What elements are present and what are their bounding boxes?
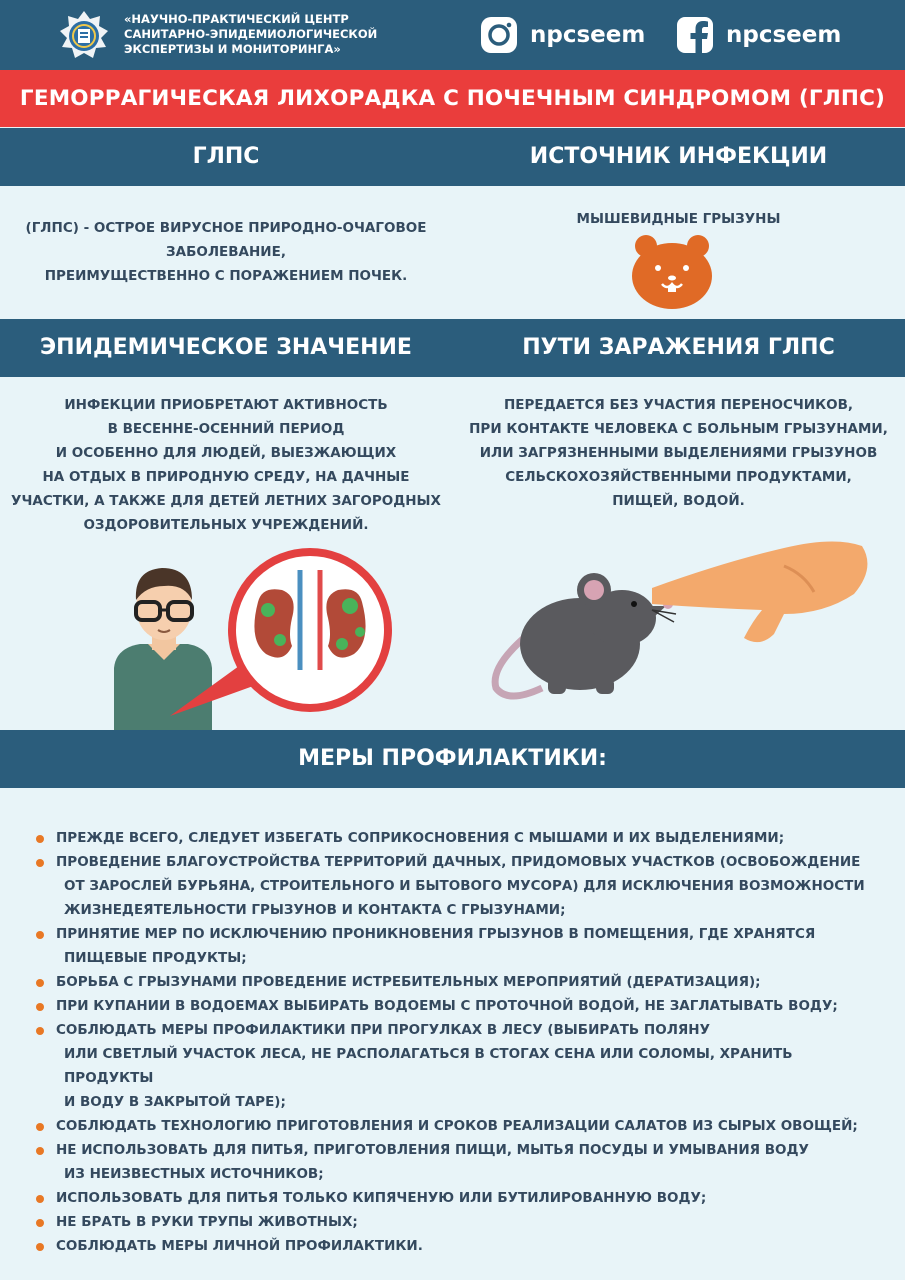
list-line: ПРИ КУПАНИИ В ВОДОЕМАХ ВЫБИРАТЬ ВОДОЕМЫ С ПРОТОЧНОЙ ВОДОЙ, НЕ ЗАГЛАТЫВАТЬ ВОДУ; (56, 998, 838, 1014)
list-item (34, 1234, 884, 1258)
list-line: ПРОВЕДЕНИЕ БЛАГОУСТРОЙСТВА ТЕРРИТОРИЙ ДАЧНЫХ, ПРИДОМОВЫХ УЧАСТКОВ (ОСВОБОЖДЕНИЕ (56, 854, 861, 870)
prevention-list (34, 826, 884, 1258)
org-line: «НАУЧНО-ПРАКТИЧЕСКИЙ ЦЕНТР (124, 12, 349, 26)
list-item (34, 994, 884, 1018)
list-item (34, 922, 884, 970)
epidemic-text (8, 393, 444, 537)
text-line: И ОСОБЕННО ДЛЯ ЛЮДЕЙ, ВЫЕЗЖАЮЩИХ (55, 445, 397, 461)
list-item (34, 1114, 884, 1138)
list-item (34, 850, 884, 922)
instagram-handle: npcseem (530, 22, 646, 48)
text-line: ПЕРЕДАЕТСЯ БЕЗ УЧАСТИЯ ПЕРЕНОСЧИКОВ, (503, 397, 854, 413)
org-line: ЭКСПЕРТИЗЫ И МОНИТОРИНГА» (124, 42, 341, 56)
hamster-icon (630, 232, 714, 310)
list-line: И ВОДУ В ЗАКРЫТОЙ ТАРЕ); (64, 1094, 286, 1110)
list-item (34, 1186, 884, 1210)
list-line: ПРИНЯТИЕ МЕР ПО ИСКЛЮЧЕНИЮ ПРОНИКНОВЕНИЯ ГРЫЗУНОВ В ПОМЕЩЕНИЯ, ГДЕ ХРАНЯТСЯ (56, 926, 816, 942)
text-line: УЧАСТКИ, А ТАКЖЕ ДЛЯ ДЕТЕЙ ЛЕТНИХ ЗАГОРОДНЫХ (11, 493, 441, 509)
list-line: ИСПОЛЬЗОВАТЬ ДЛЯ ПИТЬЯ ТОЛЬКО КИПЯЧЕНУЮ ИЛИ БУТИЛИРОВАННУЮ ВОДУ; (56, 1190, 707, 1206)
routes-text (452, 393, 905, 513)
list-item (34, 826, 884, 850)
facebook-link[interactable] (676, 16, 841, 54)
heading-routes: ПУТИ ЗАРАЖЕНИЯ ГЛПС (522, 335, 835, 360)
emblem-logo (58, 10, 110, 62)
list-line: ПИЩЕВЫЕ ПРОДУКТЫ; (64, 950, 247, 966)
list-line: НЕ БРАТЬ В РУКИ ТРУПЫ ЖИВОТНЫХ; (56, 1214, 358, 1230)
list-line: БОРЬБА С ГРЫЗУНАМИ ПРОВЕДЕНИЕ ИСТРЕБИТЕЛЬНЫХ МЕРОПРИЯТИЙ (ДЕРАТИЗАЦИЯ); (56, 974, 761, 990)
heading-glps: ГЛПС (192, 144, 260, 169)
text-line: НА ОТДЫХ В ПРИРОДНУЮ СРЕДУ, НА ДАЧНЫЕ (42, 469, 410, 485)
list-line: СОБЛЮДАТЬ МЕРЫ ЛИЧНОЙ ПРОФИЛАКТИКИ. (56, 1238, 423, 1254)
section-bar-definition (0, 128, 905, 186)
man-illustration (114, 568, 212, 732)
list-line: СОБЛЮДАТЬ ТЕХНОЛОГИЮ ПРИГОТОВЛЕНИЯ И СРОКОВ РЕАЛИЗАЦИИ САЛАТОВ ИЗ СЫРЫХ ОВОЩЕЙ; (56, 1118, 858, 1134)
org-line: САНИТАРНО-ЭПИДЕМИОЛОГИЧЕСКОЙ (124, 27, 378, 41)
man-kidneys-illustration (100, 540, 420, 732)
text-line: ОЗДОРОВИТЕЛЬНЫХ УЧРЕЖДЕНИЙ. (83, 517, 369, 533)
hand-illustration (652, 541, 867, 642)
list-line: ОТ ЗАРОСЛЕЙ БУРЬЯНА, СТРОИТЕЛЬНОГО И БЫТОВОГО МУСОРА) ДЛЯ ИСКЛЮЧЕНИЯ ВОЗМОЖНОСТИ (64, 878, 865, 894)
section-bar-epidemic (0, 319, 905, 377)
list-line: НЕ ИСПОЛЬЗОВАТЬ ДЛЯ ПИТЬЯ, ПРИГОТОВЛЕНИЯ ПИЩИ, МЫТЬЯ ПОСУДЫ И УМЫВАНИЯ ВОДУ (56, 1142, 809, 1158)
mouse-hand-illustration (484, 518, 884, 708)
source-text (452, 207, 905, 231)
text-line: ЗАБОЛЕВАНИЕ, (166, 244, 286, 260)
text-line: ПРЕИМУЩЕСТВЕННО С ПОРАЖЕНИЕМ ПОЧЕК. (44, 268, 408, 284)
text-line: СЕЛЬСКОХОЗЯЙСТВЕННЫМИ ПРОДУКТАМИ, (505, 469, 852, 485)
organization-name (124, 12, 454, 57)
text-line: ИНФЕКЦИИ ПРИОБРЕТАЮТ АКТИВНОСТЬ (64, 397, 388, 413)
list-item (34, 1018, 884, 1114)
instagram-icon (480, 16, 518, 54)
list-line: ПРЕЖДЕ ВСЕГО, СЛЕДУЕТ ИЗБЕГАТЬ СОПРИКОСНОВЕНИЯ С МЫШАМИ И ИХ ВЫДЕЛЕНИЯМИ; (56, 830, 785, 846)
text-line: ПРИ КОНТАКТЕ ЧЕЛОВЕКА С БОЛЬНЫМ ГРЫЗУНАМИ, (469, 421, 888, 437)
page-title: ГЕМОРРАГИЧЕСКАЯ ЛИХОРАДКА С ПОЧЕЧНЫМ СИНДРОМОМ (ГЛПС) (0, 70, 905, 127)
text-line: МЫШЕВИДНЫЕ ГРЫЗУНЫ (576, 211, 781, 227)
list-line: СОБЛЮДАТЬ МЕРЫ ПРОФИЛАКТИКИ ПРИ ПРОГУЛКАХ В ЛЕСУ (ВЫБИРАТЬ ПОЛЯНУ (56, 1022, 711, 1038)
list-item (34, 1138, 884, 1186)
list-item (34, 1210, 884, 1234)
glps-definition (14, 216, 438, 288)
section-bar-prevention (0, 730, 905, 788)
heading-source: ИСТОЧНИК ИНФЕКЦИИ (529, 144, 828, 169)
text-line: ПИЩЕЙ, ВОДОЙ. (612, 493, 745, 509)
facebook-icon (676, 16, 714, 54)
heading-prevention: МЕРЫ ПРОФИЛАКТИКИ: (298, 746, 607, 771)
header (0, 0, 905, 70)
list-item (34, 970, 884, 994)
text-line: (ГЛПС) - ОСТРОЕ ВИРУСНОЕ ПРИРОДНО-ОЧАГОВОЕ (25, 220, 427, 236)
facebook-handle: npcseem (726, 22, 842, 48)
text-line: ИЛИ ЗАГРЯЗНЕННЫМИ ВЫДЕЛЕНИЯМИ ГРЫЗУНОВ (479, 445, 878, 461)
instagram-link[interactable] (480, 16, 645, 54)
list-line: ИЗ НЕИЗВЕСТНЫХ ИСТОЧНИКОВ; (64, 1166, 324, 1182)
list-line: ИЛИ СВЕТЛЫЙ УЧАСТОК ЛЕСА, НЕ РАСПОЛАГАТЬСЯ В СТОГАХ СЕНА ИЛИ СОЛОМЫ, ХРАНИТЬ ПРОДУКТЫ (64, 1046, 793, 1086)
list-line: ЖИЗНЕДЕЯТЕЛЬНОСТИ ГРЫЗУНОВ И КОНТАКТА С ГРЫЗУНАМИ; (64, 902, 566, 918)
text-line: В ВЕСЕННЕ-ОСЕННИЙ ПЕРИОД (107, 421, 345, 437)
heading-epidemic: ЭПИДЕМИЧЕСКОЕ ЗНАЧЕНИЕ (40, 335, 412, 360)
